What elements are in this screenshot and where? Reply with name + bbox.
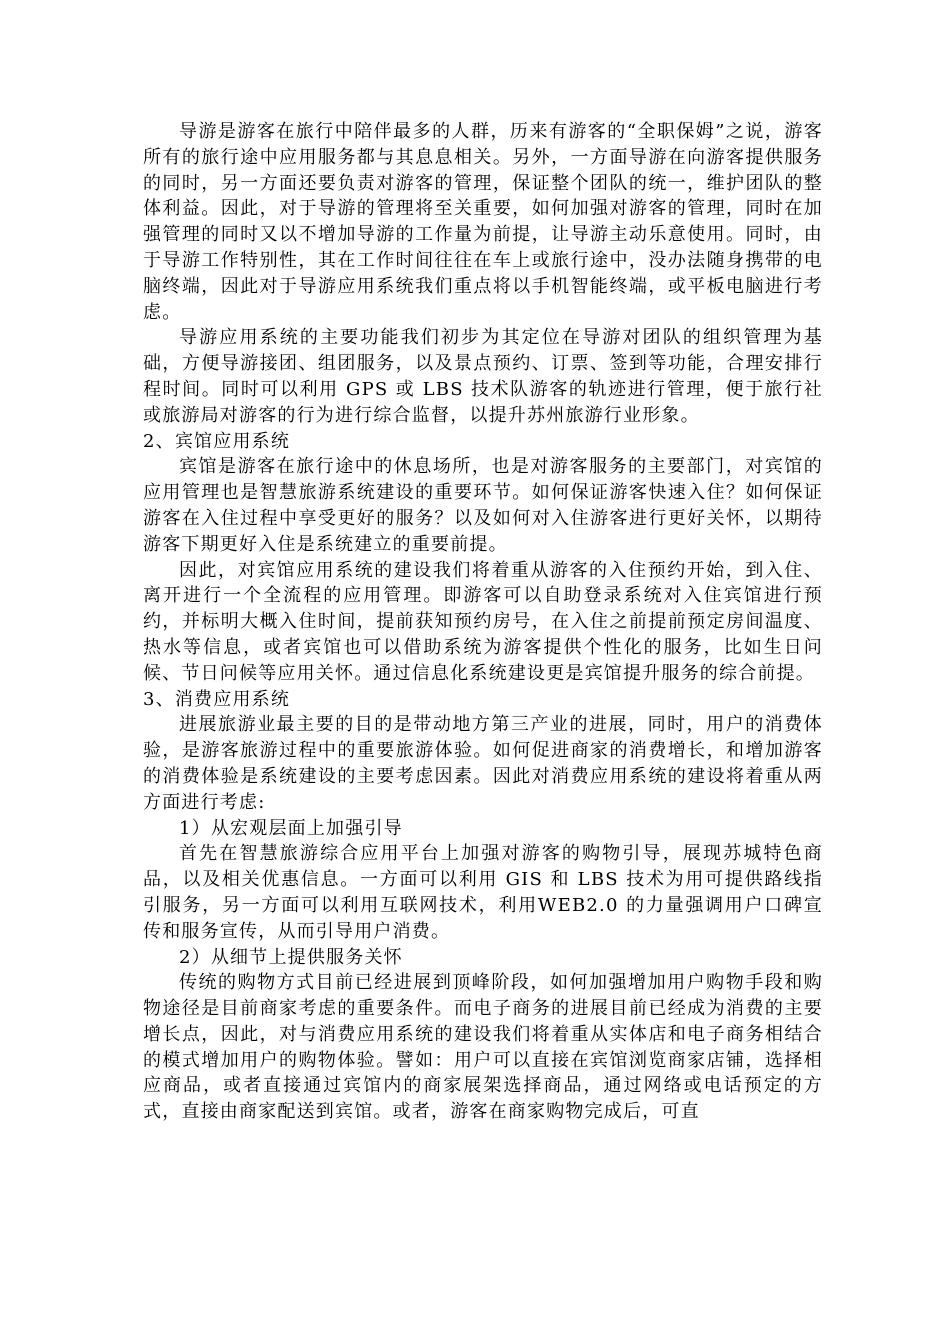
paragraph-hotel-intro: 宾馆是游客在旅行途中的休息场所，也是对游客服务的主要部门，对宾馆的应用管理也是智慧旅游系统建设的重要环节。如何保证游客快速入住？如何保证游客在入住过程中享受更好的服务？以及如何对入住游客进行更好关怀，以期待游客下期更好入住是系统建立的重要前提。 (143, 456, 823, 555)
paragraph-macro-guidance: 首先在智慧旅游综合应用平台上加强对游客的购物引导，展现苏城特色商品，以及相关优惠信息。一方面可以利用 GIS 和 LBS 技术为用可提供路线指引服务，另一方面可以利用互联网技术，利用WEB2.0 的力量强调用户口碑宣传和服务宣传，从而引导用户消费。 (143, 843, 823, 942)
paragraph-hotel-plan: 因此，对宾馆应用系统的建设我们将着重从游客的入住预约开始，到入住、离开进行一个全流程的应用管理。即游客可以自助登录系统对入住宾馆进行预约，并标明大概入住时间，提前获知预约房号，在入住之前提前预定房间温度、热水等信息，或者宾馆也可以借助系统为游客提供个性化的服务，比如生日问候、节日问候等应用关怀。通过信息化系统建设更是宾馆提升服务的综合前提。 (143, 559, 823, 684)
subheading-service-care: 2）从细节上提供服务关怀 (179, 946, 403, 968)
subheading-macro-guidance: 1）从宏观层面上加强引导 (179, 817, 403, 839)
document-body (143, 119, 823, 1125)
section-heading-hotel-system: 2、宾馆应用系统 (143, 430, 291, 452)
paragraph-tour-guide-intro: 导游是游客在旅行中陪伴最多的人群，历来有游客的“全职保姆”之说，游客所有的旅行途中应用服务都与其息息相关。另外，一方面导游在向游客提供服务的同时，另一方面还要负责对游客的管理，保证整个团队的统一，维护团队的整体利益。因此，对于导游的管理将至关重要，如何加强对游客的管理，同时在加强管理的同时又以不增加导游的工作量为前提，让导游主动乐意使用。同时，由于导游工作特别性，其在工作时间往往在车上或旅行途中，没办法随身携带的电脑终端，因此对于导游应用系统我们重点将以手机智能终端，或平板电脑进行考虑。 (143, 121, 823, 323)
paragraph-consumption-intro: 进展旅游业最主要的目的是带动地方第三产业的进展，同时，用户的消费体验，是游客旅游过程中的重要旅游体验。如何促进商家的消费增长，和增加游客的消费体验是系统建设的主要考虑因素。因此对消费应用系统的建设将着重从两方面进行考虑: (143, 714, 823, 813)
paragraph-service-care: 传统的购物方式目前已经进展到顶峰阶段，如何加强增加用户购物手段和购物途径是目前商家考虑的重要条件。而电子商务的进展目前已经成为消费的主要增长点，因此，对与消费应用系统的建设我们将着重从实体店和电子商务相结合的模式增加用户的购物体验。譬如：用户可以直接在宾馆浏览商家店铺，选择相应商品，或者直接通过宾馆内的商家展架选择商品，通过网络或电话预定的方式，直接由商家配送到宾馆。或者，游客在商家购物完成后，可直 (143, 972, 823, 1123)
paragraph-tour-guide-functions: 导游应用系统的主要功能我们初步为其定位在导游对团队的组织管理为基础，方便导游接团、组团服务，以及景点预约、订票、签到等功能，合理安排行程时间。同时可以利用 GPS 或 LBS 技术队游客的轨迹进行管理，便于旅行社或旅游局对游客的行为进行综合监督，以提升苏州旅游行业形象。 (143, 327, 823, 426)
section-heading-consumption-system: 3、消费应用系统 (143, 688, 291, 710)
